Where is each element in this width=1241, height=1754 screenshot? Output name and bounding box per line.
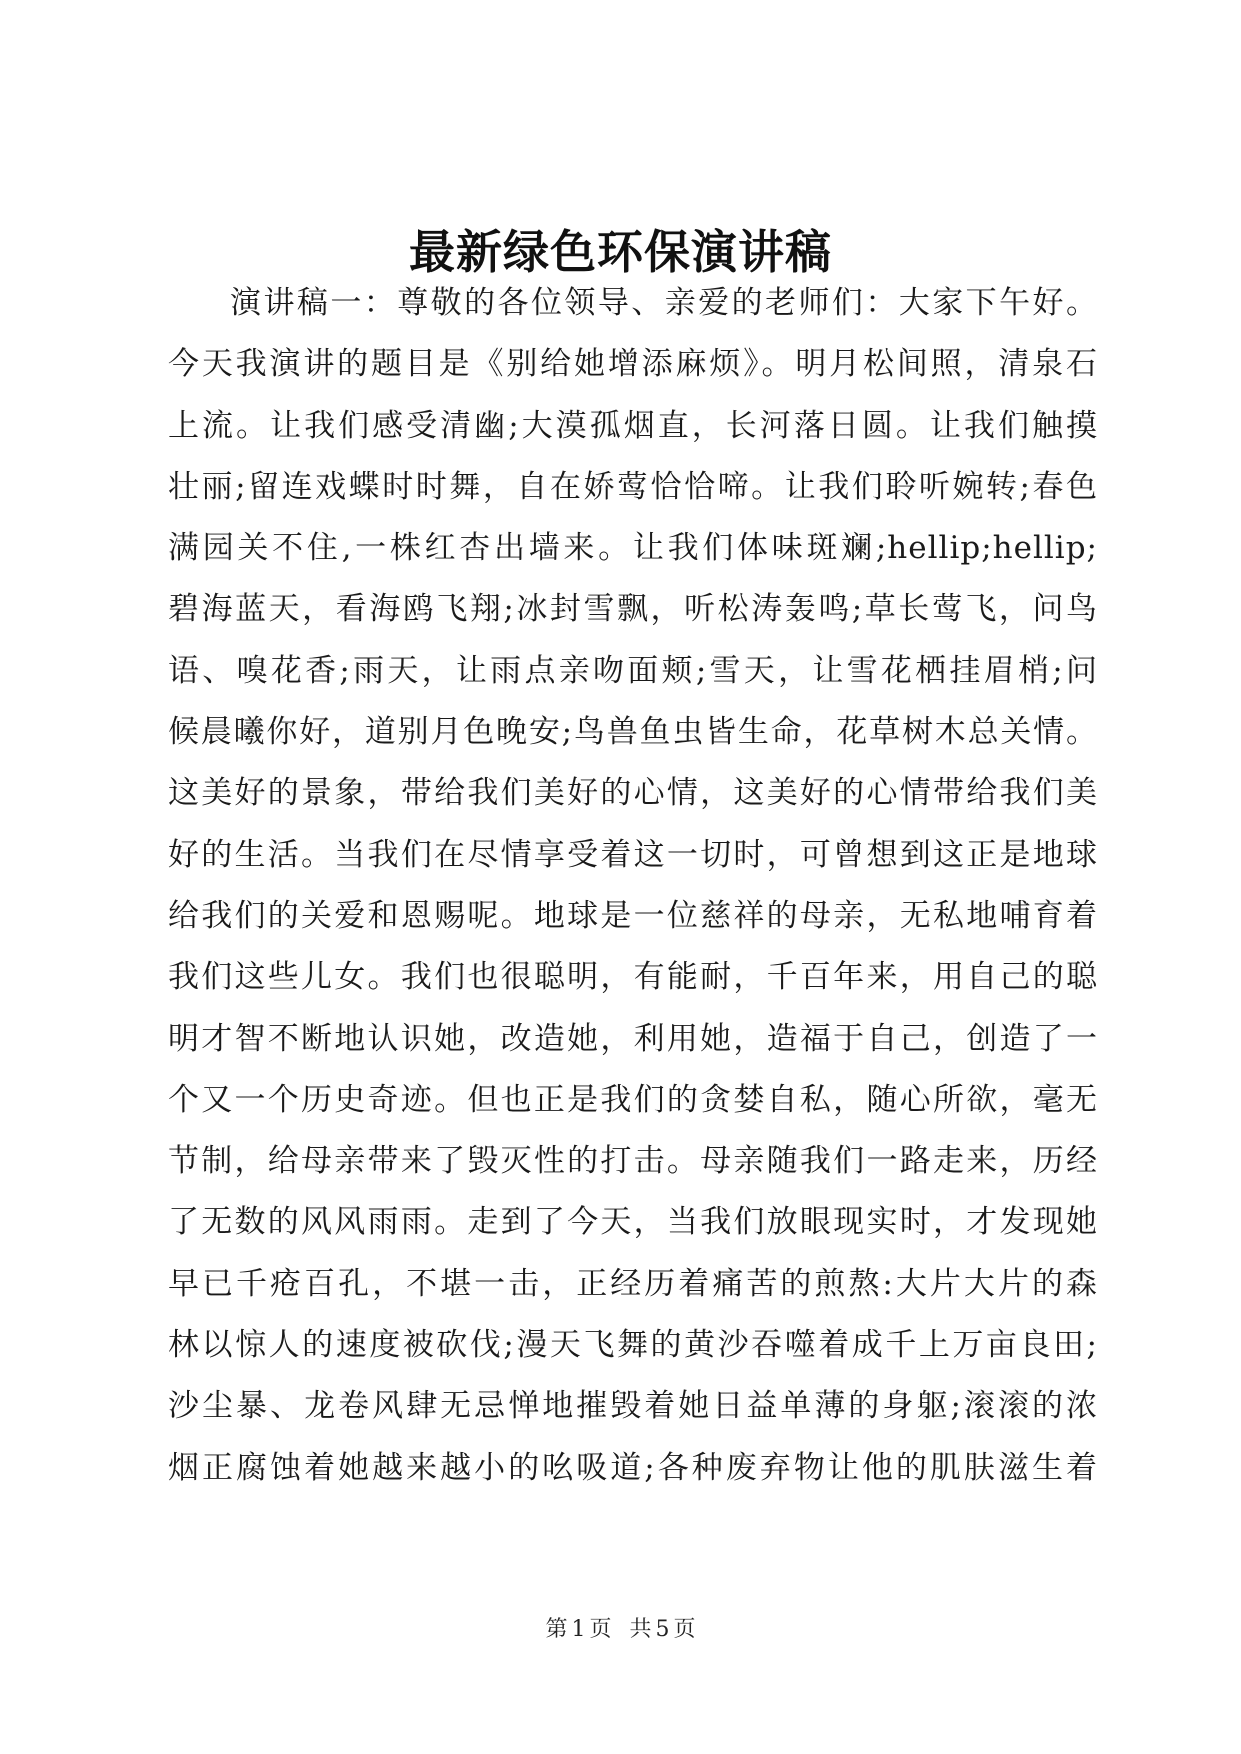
- total-suffix: 页: [673, 1617, 696, 1642]
- page-suffix: 页: [589, 1617, 612, 1642]
- body-line: 给我们的关爱和恩赐呢。地球是一位慈祥的母亲，无私地哺育着: [168, 897, 1098, 934]
- total-pages: 5: [655, 1617, 670, 1642]
- body-line: 好的生活。当我们在尽情享受着这一切时，可曾想到这正是地球: [168, 836, 1098, 873]
- page-number: 1: [571, 1617, 586, 1642]
- body-line: 个又一个历史奇迹。但也正是我们的贪婪自私，随心所欲，毫无: [168, 1081, 1098, 1118]
- body-line: 碧海蓝天，看海鸥飞翔;冰封雪飘，听松涛轰鸣;草长莺飞，问鸟: [168, 591, 1098, 628]
- body-line: 早已千疮百孔，不堪一击，正经历着痛苦的煎熬:大片大片的森: [168, 1265, 1098, 1302]
- body-line: 壮丽;留连戏蝶时时舞，自在娇莺恰恰啼。让我们聆听婉转;春色: [168, 468, 1098, 505]
- body-line: 语、嗅花香;雨天，让雨点亲吻面颊;雪天，让雪花栖挂眉梢;问: [168, 652, 1098, 689]
- body-line: 这美好的景象，带给我们美好的心情，这美好的心情带给我们美: [168, 775, 1098, 812]
- body-line: 明才智不断地认识她，改造她，利用她，造福于自己，创造了一: [168, 1020, 1098, 1057]
- body-line: 上流。让我们感受清幽;大漠孤烟直，长河落日圆。让我们触摸: [168, 407, 1098, 444]
- body-line: 节制，给母亲带来了毁灭性的打击。母亲随我们一路走来，历经: [168, 1143, 1098, 1180]
- total-prefix: 共: [629, 1617, 652, 1642]
- body-line: 沙尘暴、龙卷风肆无忌惮地摧毁着她日益单薄的身躯;滚滚的浓: [168, 1388, 1098, 1425]
- document-title: 最新绿色环保演讲稿: [409, 225, 832, 279]
- body-line: 烟正腐蚀着她越来越小的吆吸道;各种废弃物让他的肌肤滋生着: [168, 1449, 1098, 1486]
- body-line: 林以惊人的速度被砍伐;漫天飞舞的黄沙吞噬着成千上万亩良田;: [168, 1327, 1098, 1364]
- document-body: [168, 273, 1098, 1499]
- body-line: 了无数的风风雨雨。走到了今天，当我们放眼现实时，才发现她: [168, 1204, 1098, 1241]
- body-line: 候晨曦你好，道别月色晚安;鸟兽鱼虫皆生命，花草树木总关情。: [168, 714, 1098, 751]
- body-line: 我们这些儿女。我们也很聪明，有能耐，千百年来，用自己的聪: [168, 959, 1098, 996]
- body-line: 满园关不住,一株红杏出墙来。让我们体味斑斓;hellip;hellip;: [168, 530, 1098, 567]
- page-prefix: 第: [545, 1617, 568, 1642]
- body-line: 演讲稿一：尊敬的各位领导、亲爱的老师们：大家下午好。: [230, 285, 1098, 321]
- page-footer: [0, 1615, 1241, 1645]
- body-line: 今天我演讲的题目是《别给她增添麻烦》。明月松间照，清泉石: [168, 346, 1098, 383]
